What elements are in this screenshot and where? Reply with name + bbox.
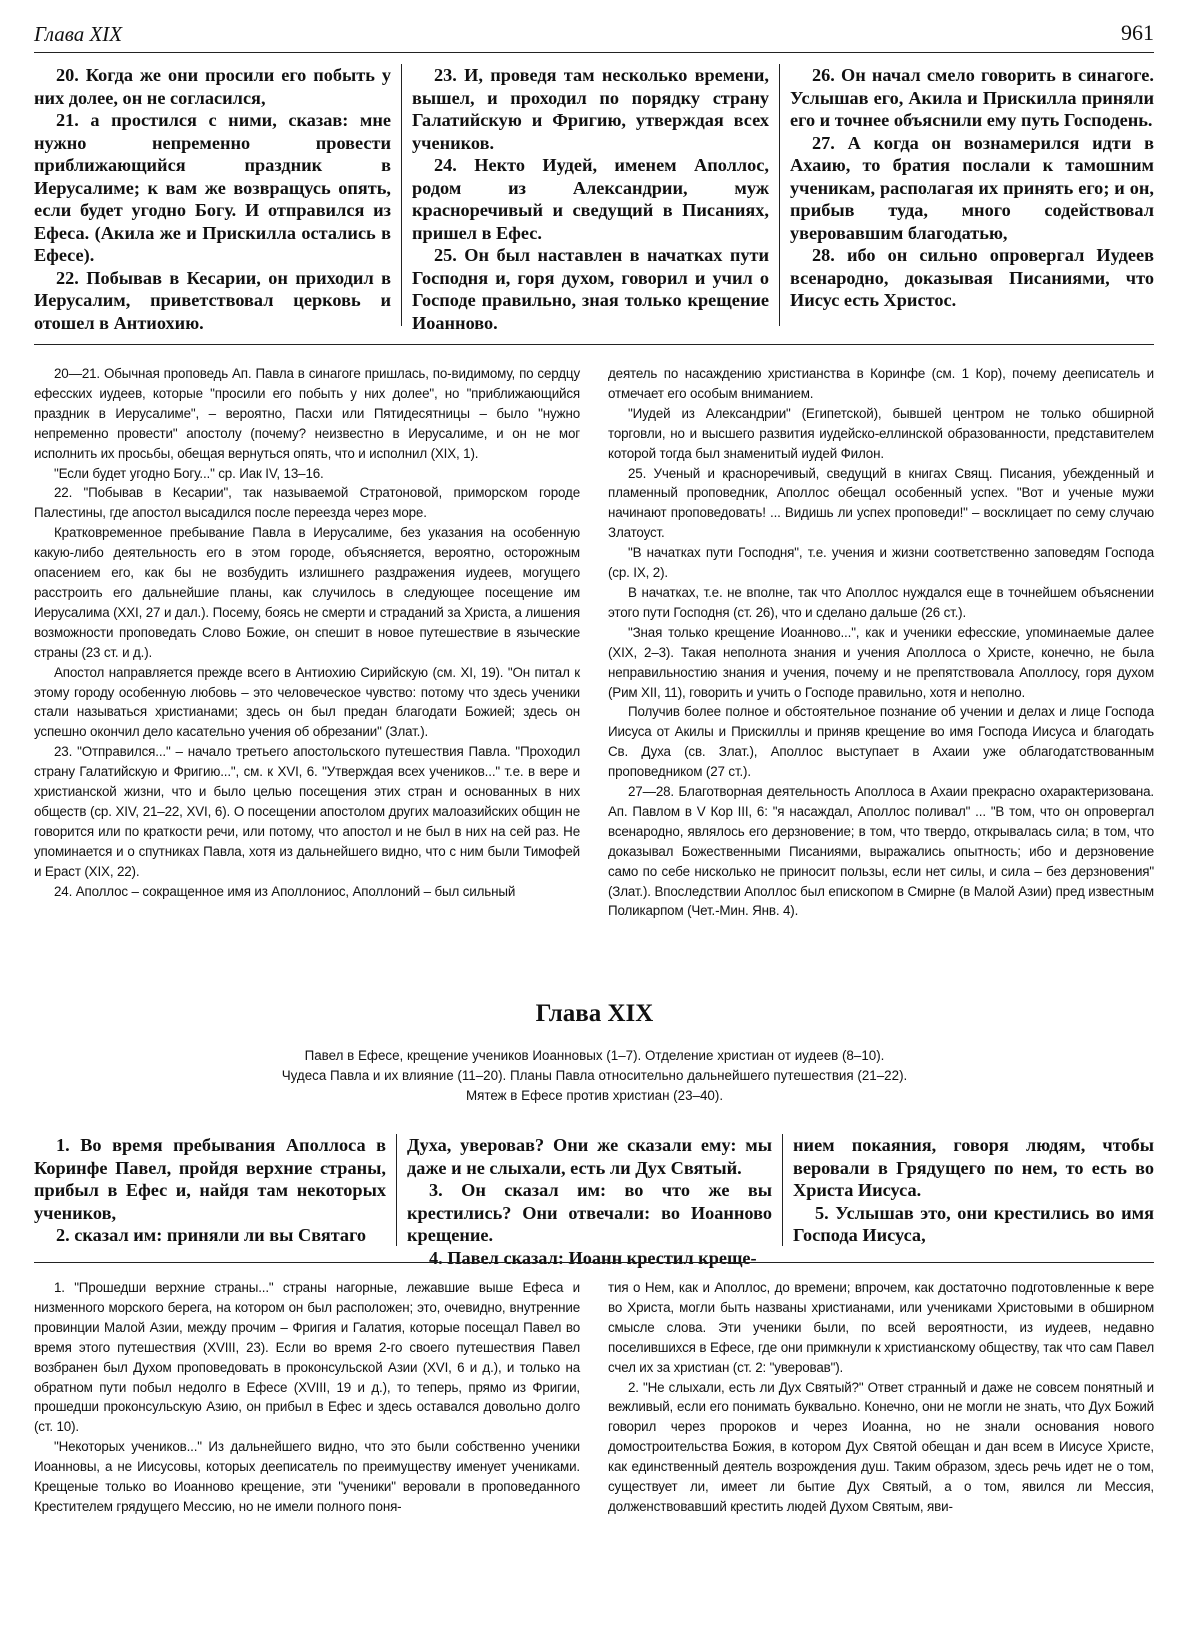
commentary-paragraph: 24. Аполлос – сокращенное имя из Аполлониос, Аполлоний – был сильный: [54, 883, 516, 899]
chapter-summary: [200, 1046, 989, 1106]
verse: 3. Он сказал им: во что же вы крестились? Они отвечали: во Иоанново крещение.: [407, 1180, 772, 1245]
commentary-paragraph: 2. "Не слыхали, есть ли Дух Святый?" Ответ странный и даже не совсем понятный и вежливый, если его понимать буквально. Конечно, они не могли не знать, что Дух Божий говорил через пророков и через Иоанна, но не знали основания нового домостроительства Божия, в котором Дух Святой обещан и дан всем в Иисусе Христе, как единственный деятель возрождения душ. Таким образом, здесь речь идет не о том, существует ли, имеет ли бытие Дух Святый, а о том, явился ли Мессия, долженствовавший крестить людей Духом Святым, яви-: [608, 1379, 1154, 1514]
verse: 25. Он был наставлен в начатках пути Господня и, горя духом, говорил и учил о Господе правильно, зная только крещение Иоанново.: [412, 245, 769, 333]
verse: 2. сказал им: приняли ли вы Святаго: [56, 1225, 367, 1245]
commentary-paragraph: 25. Ученый и красноречивый, сведущий в книгах Свящ. Писания, убежденный и пламенный проповедник, Аполлос обещал особенный успех. "Вот и ученые мужи начинают проповедовать! ... Видишь ли успех проповеди!" – восклицает по сему случаю Златоуст.: [608, 465, 1154, 541]
running-head: [34, 18, 1154, 53]
commentary-paragraph: "В начатках пути Господня", т.е. учения и жизни соответственно заповедям Господа (ср. IX, 2).: [608, 545, 1154, 581]
summary-line: Павел в Ефесе, крещение учеников Иоанновых (1–7). Отделение христиан от иудеев (8–10).: [304, 1048, 885, 1063]
verse: 28. ибо он сильно опровергал Иудеев всенародно, доказывая Писаниями, что Иисус есть Христос.: [790, 245, 1154, 310]
commentary-top: [34, 364, 1154, 921]
commentary-paragraph: деятель по насаждению христианства в Коринфе (см. 1 Кор), почему дееписатель и отмечает его особым вниманием.: [608, 366, 1154, 401]
commentary-column-left: [34, 364, 580, 921]
scripture-text-top: [34, 64, 1154, 333]
commentary-paragraph: Кратковременное пребывание Павла в Иерусалиме, без указания на особенную какую-либо деятельность его в этом городе, объясняется, вероятно, осторожным опасением его, как бы не возбудить излишнего раздражения иудеев, могущего расстроить его дальнейшие планы, как случилось в следующее посещение им Иерусалима (XXI, 27 и дал.). Посему, боясь не смерти и страданий за Христа, а лишения возможности проповедать Слово Божие, он спешит в новое путешествие в языческие страны (23 ст. и д.).: [34, 525, 580, 660]
section-divider: [34, 344, 1154, 345]
verse: Духа, уверовав? Они же сказали ему: мы даже и не слыхали, есть ли Дух Святый.: [407, 1135, 772, 1178]
commentary-paragraph: 23. "Отправился..." – начало третьего апостольского путешествия Павла. "Проходил страну Галатийскую и Фригию...", см. к XVI, 6. "Утверждая всех учеников..." т.е. в вере и христианской жизни, что и было целью посещения этих стран и основанных в них обществ (ср. XIV, 21–22, XVI, 6). О посещении апостолом других малоазийских общин не говорится или по краткости речи, или потому, что апостол и не был в них на сей раз. Не упоминается и о спутниках Павла, хотя из дальнейшего видно, что с ним были Тимофей и Ераст (XIX, 22).: [34, 744, 580, 879]
commentary-column-left: [34, 1278, 580, 1517]
verse: 22. Побывав в Кесарии, он приходил в Иерусалим, приветствовал церковь и отошел в Антиохию.: [34, 267, 391, 333]
summary-line: Мятеж в Ефесе против христиан (23–40).: [465, 1088, 724, 1103]
page-number: 961: [1121, 20, 1154, 45]
verse: 20. Когда же они просили его побыть у них долее, он не согласился,: [34, 65, 391, 108]
commentary-paragraph: "Зная только крещение Иоанново...", как и ученики ефесские, упоминаемые далее (XIX, 2–3). Такая неполнота знания и учения Аполлоса о Христе, конечно, не была неправильностию знания и учения, почему и не препятствовала Аполлосу, горя духом (Рим XII, 11), говорить и учить о Господе правильно, хотя и неполно.: [608, 624, 1154, 700]
commentary-paragraph: "Если будет угодно Богу..." ср. Иак IV, 13–16.: [54, 465, 324, 481]
verse: 26. Он начал смело говорить в синагоге. Услышав его, Акила и Прискилла приняли его и точнее объяснили ему путь Господень.: [790, 65, 1154, 130]
commentary-paragraph: "Некоторых учеников..." Из дальнейшего видно, что это были собственно ученики Иоанновы, а не Иисусовы, которых дееписатель по преимуществу именует учениками. Крещеные только во Иоанново крещение, эти "ученики" веровали в проповеданного Крестителем грядущего Мессию, но не имели полного поня-: [34, 1439, 580, 1514]
verse: 27. А когда он вознамерился идти в Ахаию, то братия послали к тамошним ученикам, располагая их принять его; и он, прибыв туда, много содействовал уверовавшим благодатью,: [790, 132, 1154, 243]
commentary-paragraph: "Иудей из Александрии" (Египетской), бывшей центром не только обширной торговли, но и высшего развития иудейско-еллинской образованности, представителем которой тогда был знаменитый иудей Филон.: [608, 405, 1154, 461]
chapter-title: Глава XIX: [535, 1000, 654, 1027]
commentary-paragraph: 27—28. Благотворная деятельность Аполлоса в Ахаии прекрасно охарактеризована. Ап. Павлом в V Кор III, 6: "я насаждал, Аполлос поливал" ... "В том, что он опровергал всенародно, являлось его дерзновение; в том, что твердо, открывалась сила; в том, что доказывал Божественными Писаниями, выражались опытность; ибо и дерзновение само по себе нисколько не приносит пользы, если нет силы, и сила – без дерзновения" (Злат.). Впоследствии Аполлос был епископом в Смирне (в Малой Азии) пред известным Поликарпом (Чет.-Мин. Янв. 4).: [608, 784, 1154, 919]
commentary-paragraph: тия о Нем, как и Аполлос, до времени; впрочем, как достаточно подготовленные к вере во Христа, могли быть названы христианами, или учениками Христовыми в обширном смысле слова. Эти ученики были, по всей вероятности, из иудеев, недавно поселившихся в Ефесе, где они примкнули к христианскому обществу, так что сам Павел счел их за христиан (ст. 2: "уверовав").: [608, 1280, 1154, 1375]
verse: 24. Некто Иудей, именем Аполлос, родом из Александрии, муж красноречивый и сведущий в Писаниях, пришел в Ефес.: [412, 155, 769, 243]
commentary-paragraph: Апостол направляется прежде всего в Антиохию Сирийскую (см. XI, 19). "Он питал к этому городу особенную любовь – это человеческое чувство: потому что здесь ученики стали называться христианами; здесь он был предан благодати Божией; здесь он успешно окончил дело касательно учения об обрезании" (Злат.).: [34, 664, 580, 740]
verse: 23. И, проведя там несколько времени, вышел, и проходил по порядку страну Галатийскую и Фригию, утверждая всех учеников.: [412, 65, 769, 153]
summary-line: Чудеса Павла и их влияние (11–20). Планы Павла относительно дальнейшего путешествия (21–22).: [281, 1068, 908, 1083]
scripture-text-bottom: [34, 1134, 1154, 1268]
verse: 1. Во время пребывания Аполлоса в Коринфе Павел, пройдя верхние страны, прибыл в Ефес и, найдя там некоторых учеников,: [34, 1135, 386, 1223]
scripture-column-1: [34, 1134, 396, 1246]
verse: нием покаяния, говоря людям, чтобы веровали в Грядущего по нем, то есть во Христа Иисуса.: [793, 1135, 1154, 1200]
commentary-column-right: [608, 1278, 1154, 1517]
commentary-column-right: [608, 364, 1154, 921]
scripture-column-3: [779, 64, 1154, 326]
verse: 21. а простился с ними, сказав: мне нужно непременно провести приближающийся праздник в Иерусалиме; к вам же возвращусь опять, если будет угодно Богу. И отправился из Ефеса. (Акила же и Прискилла остались в Ефесе).: [34, 110, 391, 265]
running-head-chapter: Глава XIX: [34, 22, 123, 46]
commentary-paragraph: 20—21. Обычная проповедь Ап. Павла в синагоге пришлась, по-видимому, по сердцу ефесских иудеев, которые "просили его побыть у них долее", но "приближающийся праздник в Иерусалиме", – вероятно, Пасхи или Пятидесятницы – было "нужно непременно провести" апостолу (почему? неизвестно в Иерусалиме, и он не мог исполнить их просьбы, обещая вернуться опять, что и исполнил (XIX, 1).: [34, 366, 580, 461]
scripture-column-2: [396, 1134, 782, 1268]
section-divider: [34, 1262, 1154, 1263]
commentary-bottom: [34, 1278, 1154, 1517]
commentary-paragraph: В начатках, т.е. не вполне, так что Аполлос нуждался еще в точнейшем объяснении этого пути Господня (ст. 26), что и сделано дальше (26 ст.).: [608, 584, 1154, 620]
commentary-paragraph: Получив более полное и обстоятельное познание об учении и делах и лице Господа Иисуса от Акилы и Прискиллы и приняв крещение во имя Господа Иисуса и благодать Св. Духа (св. Злат.), Аполлос выступает в Ахаии уже облагодатствованным проповедником (27 ст.).: [608, 704, 1154, 780]
scripture-column-2: [401, 64, 779, 333]
scripture-column-3: [782, 1134, 1154, 1246]
verse: 4. Павел сказал: Иоанн крестил креще-: [429, 1247, 757, 1268]
scripture-column-1: [34, 64, 401, 333]
verse: 5. Услышав это, они крестились во имя Господа Иисуса,: [793, 1202, 1154, 1245]
commentary-paragraph: 22. "Побывав в Кесарии", так называемой Стратоновой, приморском городе Палестины, где апостол высадился после переезда через море.: [34, 485, 580, 521]
commentary-paragraph: 1. "Прошедши верхние страны..." страны нагорные, лежавшие выше Ефеса и низменного морского берега, на котором он был расположен; это, очевидно, внутренние провинции Малой Азии, между прочим – Фригия и Галатия, которые посещал Павел во время этого путешествия (XVIII, 23). Если во время 2-го своего путешествия Павел возбранен был Духом проповедовать в проконсульской Азии (XVI, 6 и д.), и только на обратном пути побыл недолго в Ефесе (XVIII, 19 и д.), то теперь, прямо из Фригии, прошедши проконсульскую Азию, он прибыл в Ефес и здесь оставался довольно долго (ст. 10).: [34, 1280, 580, 1435]
